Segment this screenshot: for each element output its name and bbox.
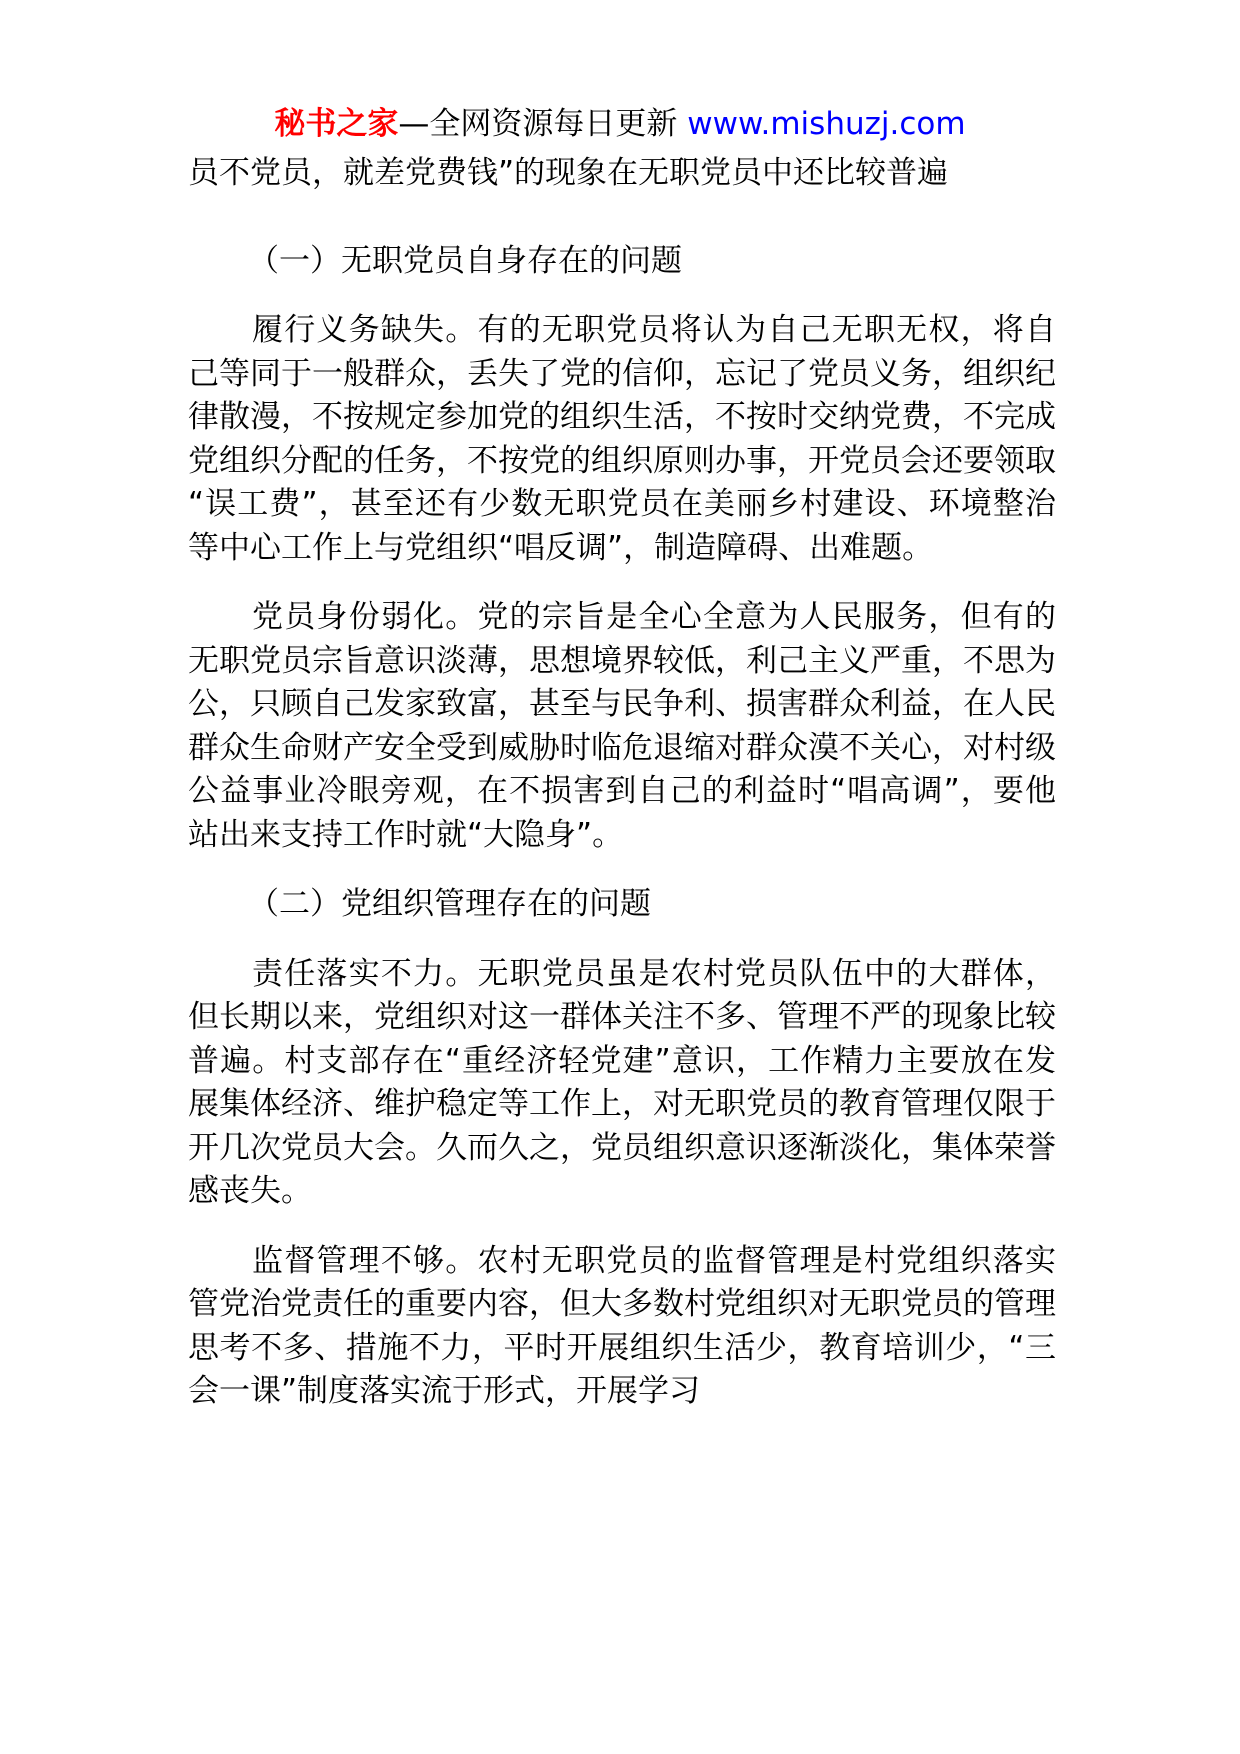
paragraph-supervision: 监督管理不够。农村无职党员的监督管理是村党组织落实管党治党责任的重要内容，但大多数村党组织对无职党员的管理思考不多、措施不力，平时开展组织生活少，教育培训少，“三会一课”制度落实流于形式，开展学习 — [188, 1242, 1056, 1409]
continuation-line: 员不党员，就差党费钱”的现象在无职党员中还比较普遍 — [188, 155, 949, 191]
section-heading-2: （二）党组织管理存在的问题 — [248, 886, 651, 922]
brand-name: 秘书之家 — [274, 106, 399, 142]
header-slogan: —全网资源每日更新 — [398, 106, 688, 142]
paragraph-responsibility: 责任落实不力。无职党员虽是农村党员队伍中的大群体，但长期以来，党组织对这一群体关注不多、管理不严的现象比较普遍。村支部存在“重经济轻党建”意识，工作精力主要放在发展集体经济、维护稳定等工作上，对无职党员的教育管理仅限于开几次党员大会。久而久之，党员组织意识逐渐淡化，集体荣誉感丧失。 — [188, 955, 1056, 1209]
site-url-link[interactable]: www.mishuzj.com — [687, 106, 966, 142]
paragraph-obligation: 履行义务缺失。有的无职党员将认为自己无职无权，将自己等同于一般群众，丢失了党的信仰，忘记了党员义务，组织纪律散漫，不按规定参加党的组织生活，不按时交纳党费，不完成党组织分配的任务，不按党的组织原则办事，开党员会还要领取“误工费”，甚至还有少数无职党员在美丽乡村建设、环境整治等中心工作上与党组织“唱反调”，制造障碍、出难题。 — [188, 312, 1056, 566]
document-body — [188, 152, 1056, 1414]
section-heading-1: （一）无职党员自身存在的问题 — [248, 242, 682, 279]
paragraph-identity: 党员身份弱化。党的宗旨是全心全意为人民服务，但有的无职党员宗旨意识淡薄，思想境界较低，利己主义严重，不思为公，只顾自己发家致富，甚至与民争利、损害群众利益，在人民群众生命财产安全受到威胁时临危退缩对群众漠不关心，对村级公益事业冷眼旁观，在不损害到自己的利益时“唱高调”，要他站出来支持工作时就“大隐身”。 — [188, 599, 1056, 853]
site-header — [0, 104, 1240, 144]
